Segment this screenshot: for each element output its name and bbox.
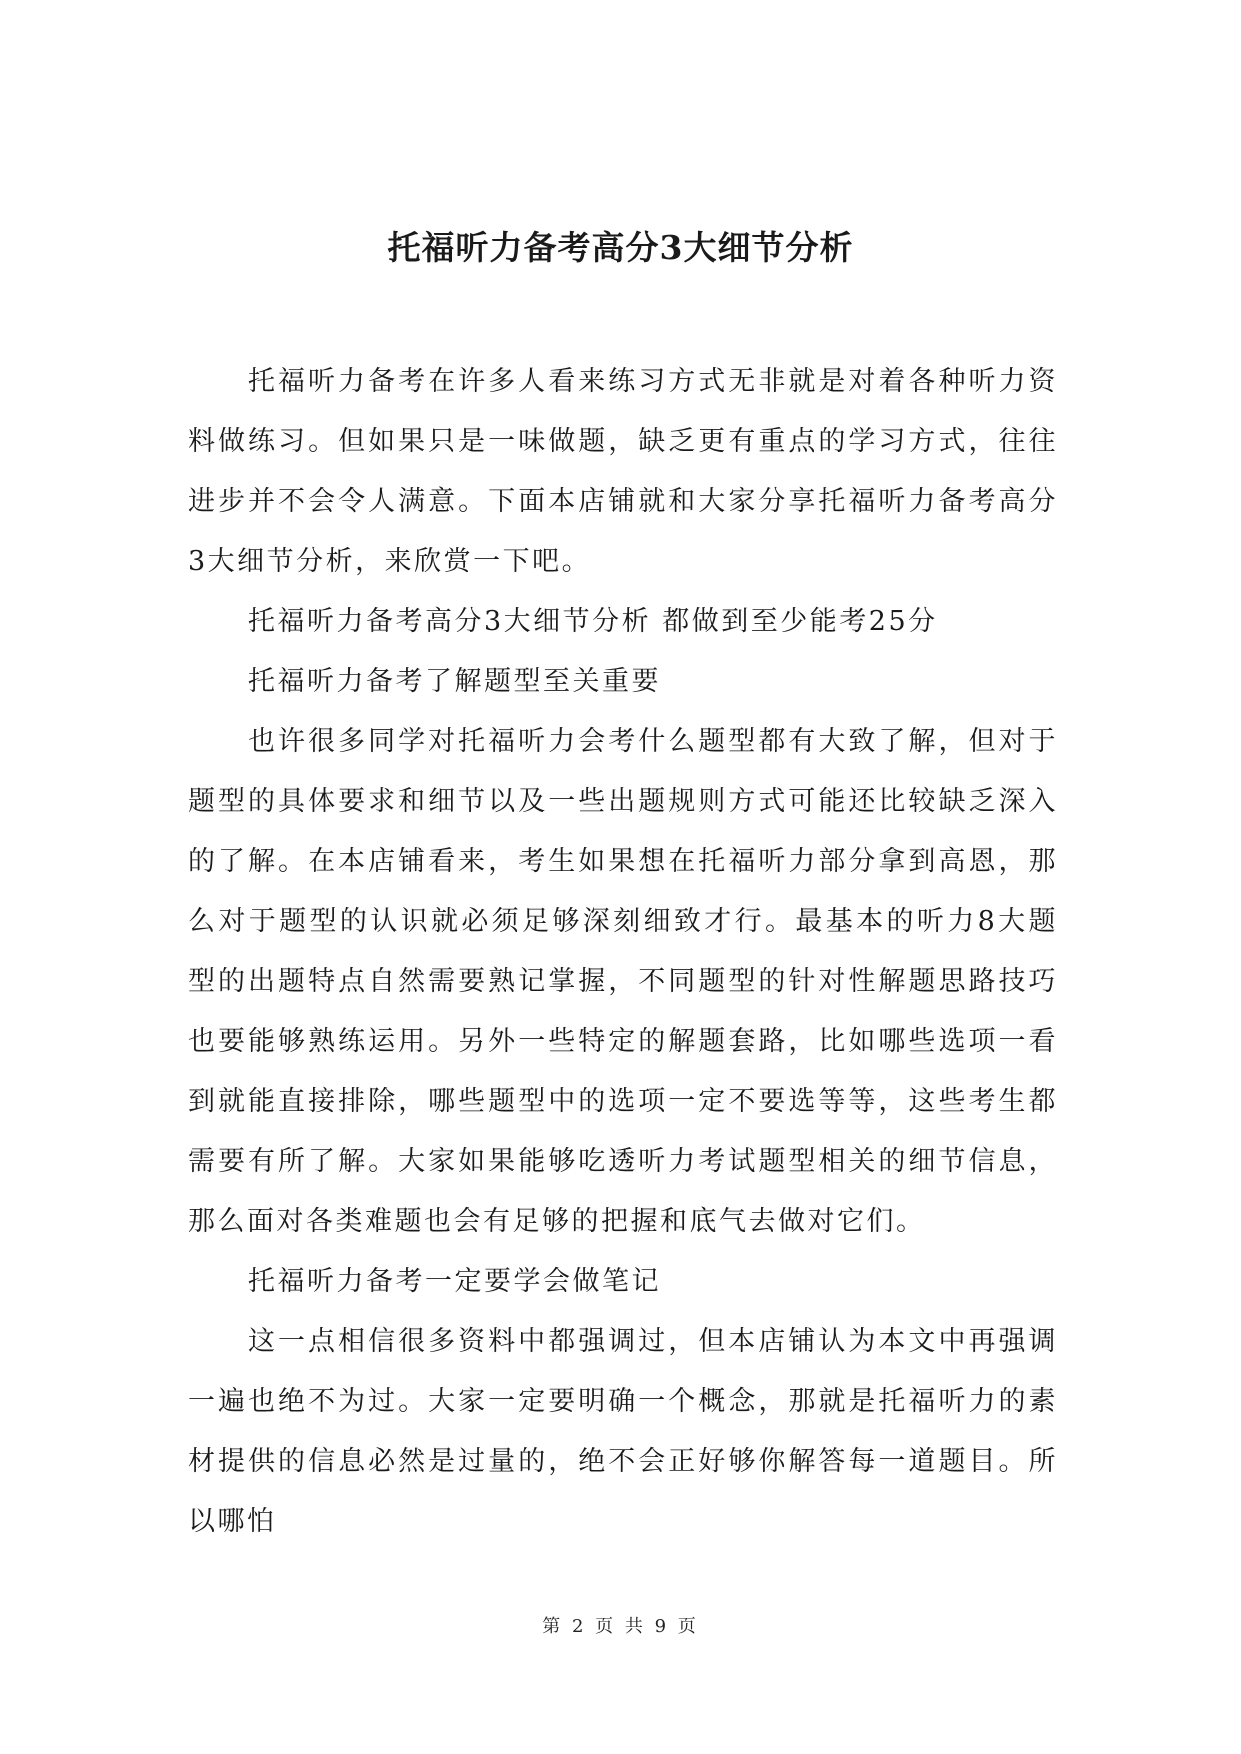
paragraph-subtitle: 托福听力备考高分3大细节分析 都做到至少能考25分 [248,606,938,637]
section-heading-question-types: 托福听力备考了解题型至关重要 [248,666,661,697]
document-body [188,352,1058,1552]
paragraph-note-taking: 这一点相信很多资料中都强调过，但本店铺认为本文中再强调一遍也绝不为过。大家一定要明确一个概念，那就是托福听力的素材提供的信息必然是过量的，绝不会正好够你解答每一道题目。所以哪怕 [188,1326,1058,1537]
section-heading-note-taking: 托福听力备考一定要学会做笔记 [248,1266,661,1297]
page-footer: 第 2 页 共 9 页 [542,1616,699,1637]
document-title: 托福听力备考高分3大细节分析 [387,228,854,267]
paragraph-intro: 托福听力备考在许多人看来练习方式无非就是对着各种听力资料做练习。但如果只是一味做题，缺乏更有重点的学习方式，往往进步并不会令人满意。下面本店铺就和大家分享托福听力备考高分3大细节分析，来欣赏一下吧。 [188,366,1058,577]
paragraph-question-types: 也许很多同学对托福听力会考什么题型都有大致了解，但对于题型的具体要求和细节以及一些出题规则方式可能还比较缺乏深入的了解。在本店铺看来，考生如果想在托福听力部分拿到高恩，那么对于题型的认识就必须足够深刻细致才行。最基本的听力8大题型的出题特点自然需要熟记掌握，不同题型的针对性解题思路技巧也要能够熟练运用。另外一些特定的解题套路，比如哪些选项一看到就能直接排除，哪些题型中的选项一定不要选等等，这些考生都需要有所了解。大家如果能够吃透听力考试题型相关的细节信息，那么面对各类难题也会有足够的把握和底气去做对它们。 [188,726,1058,1237]
